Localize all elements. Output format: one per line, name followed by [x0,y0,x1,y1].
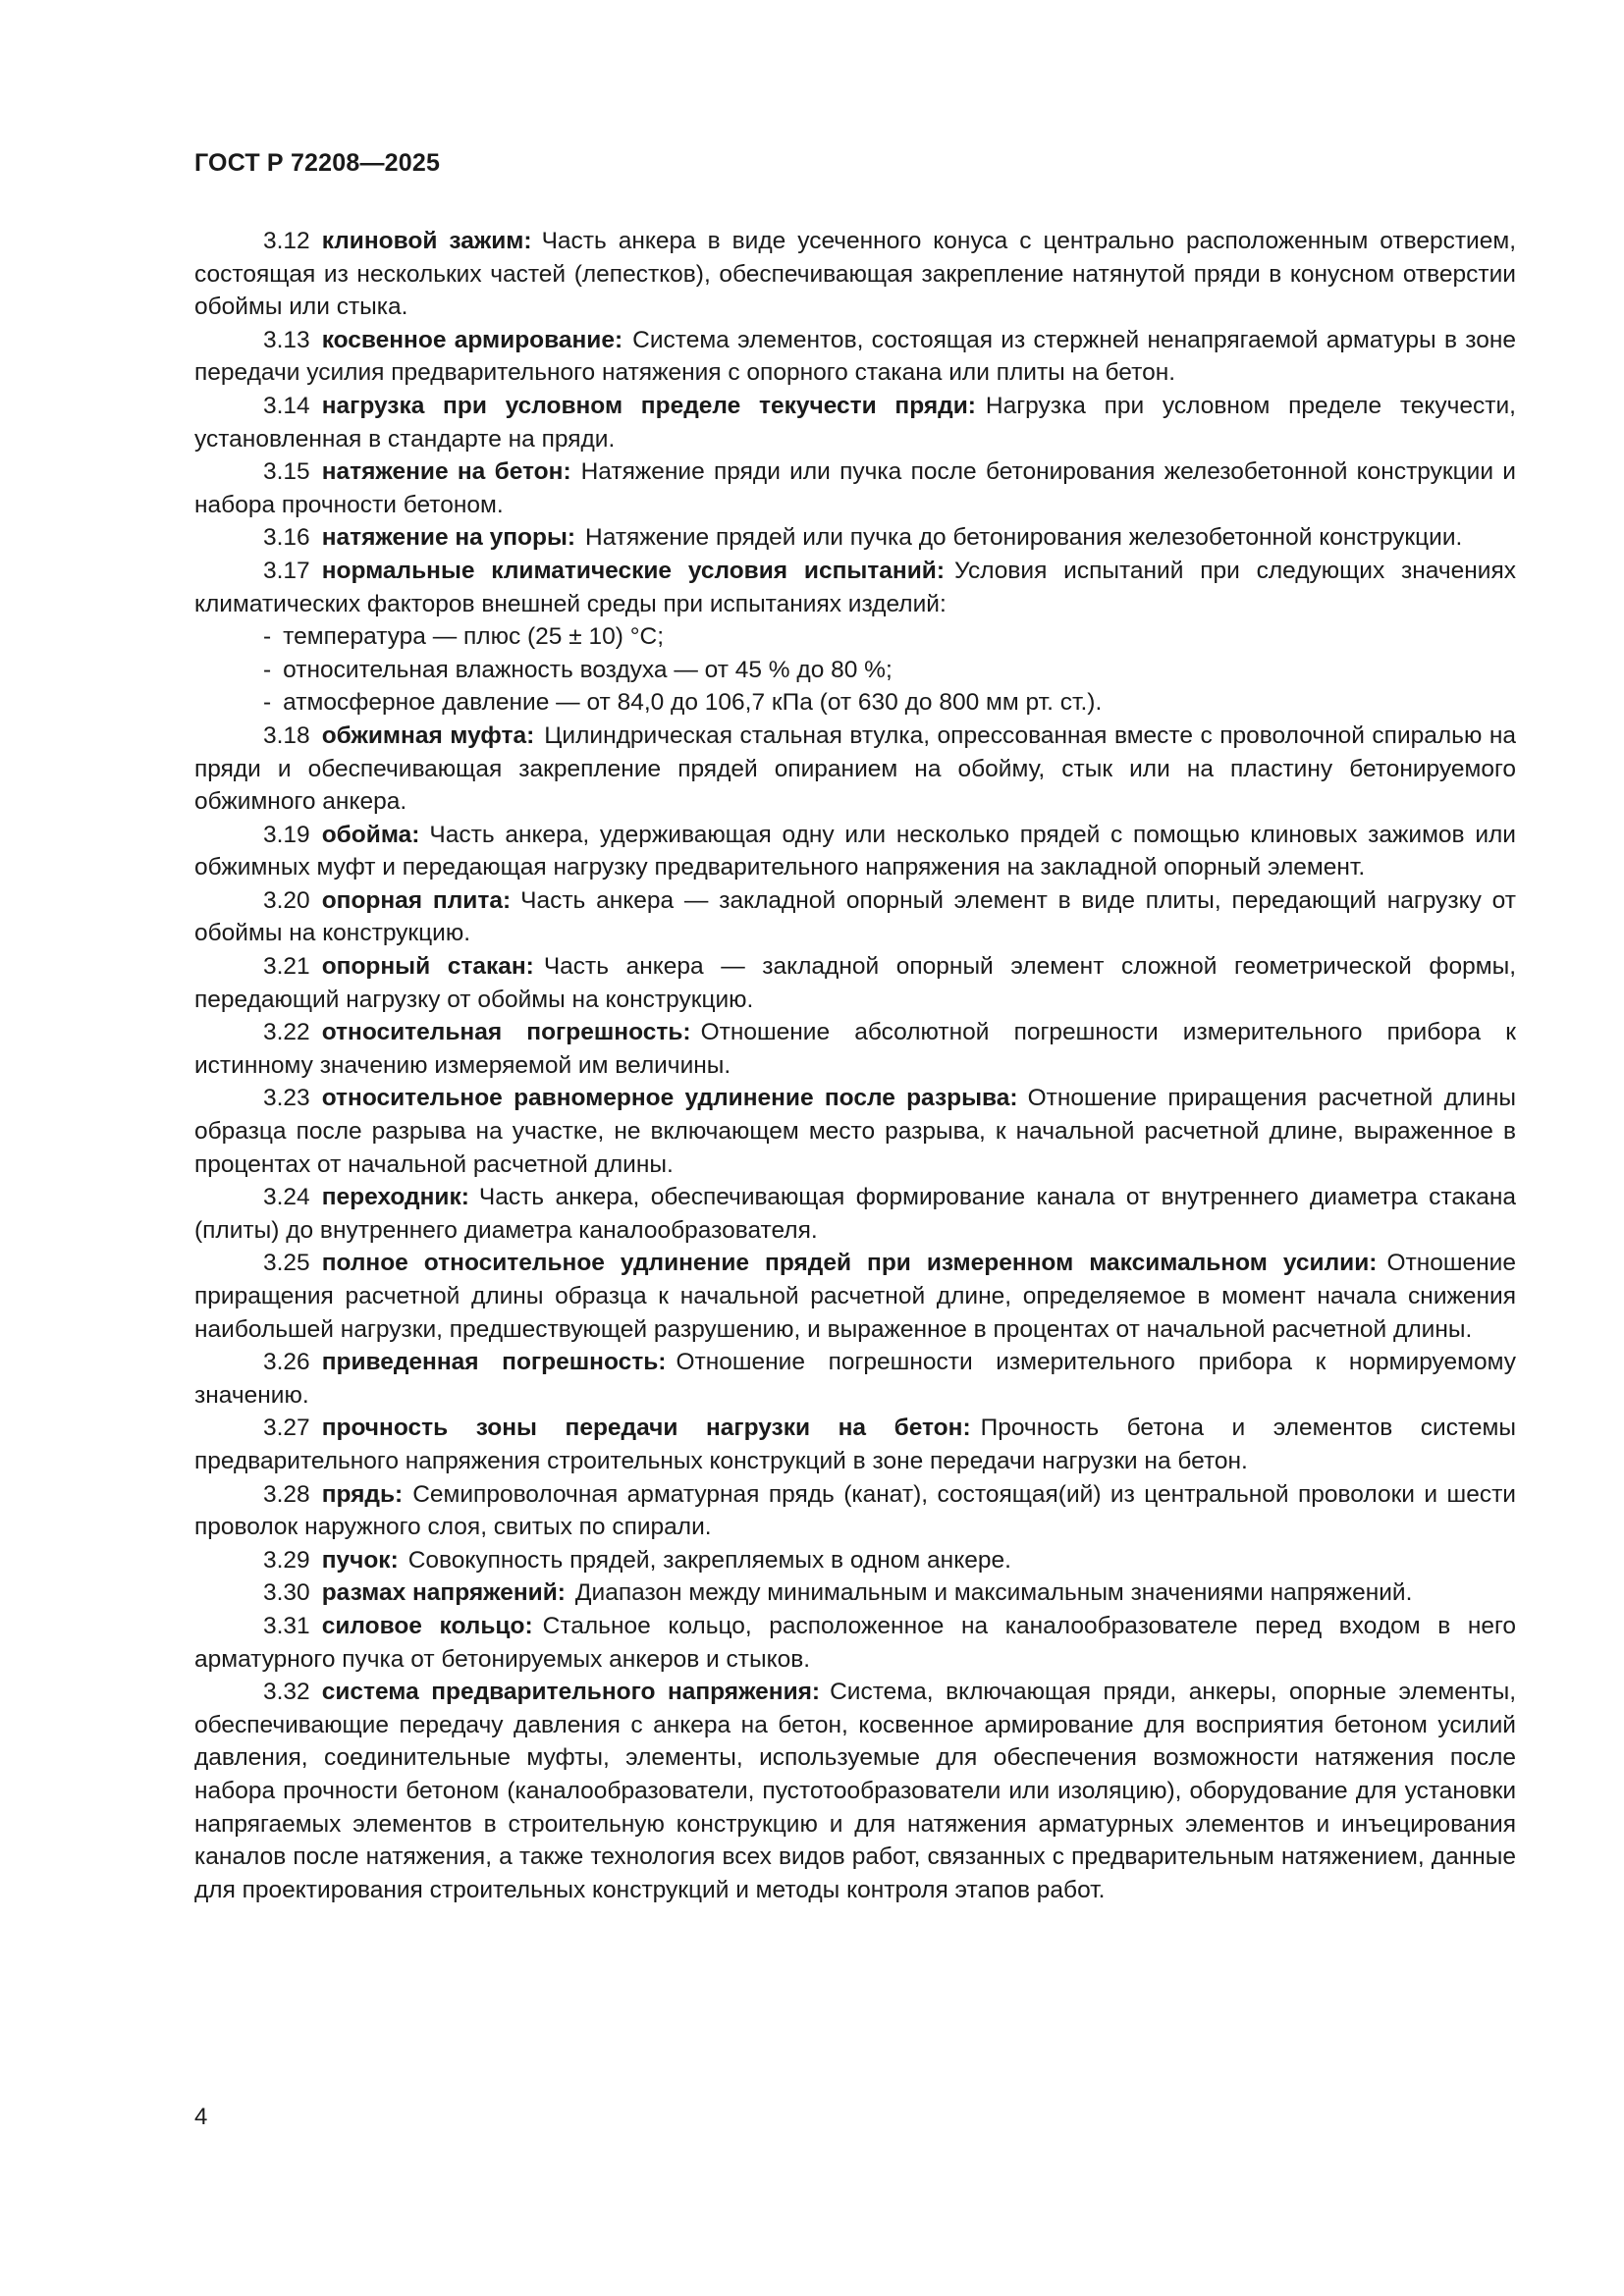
definition-3-31 [194,1610,1516,1676]
definition-3-19 [194,819,1516,884]
definition-3-25 [194,1247,1516,1346]
list-item [194,654,1516,687]
entry-term: клиновой зажим: [321,228,532,254]
entry-number: 3.14 [263,392,310,419]
entry-text: Отношение приращения расчетной длины образца после разрыва на участке, не включающем место разрыва, к начальной расчетной длине, выраженное в процентах от начальной расчетной длины. [194,1085,1516,1178]
entry-number: 3.15 [263,458,310,486]
entry-term: натяжение на упоры: [321,524,576,552]
bullet-dash: - [263,656,272,683]
definition-3-17 [194,555,1516,620]
entry-text: Натяжение прядей или пучка до бетонирования железобетонной конструкции. [585,524,1463,552]
entry-text: Отношение абсолютной погрешности измерительного прибора к истинному значению измеряемой им величины. [194,1019,1517,1079]
definition-3-12 [194,225,1516,324]
definition-3-14 [194,390,1516,455]
entry-number: 3.28 [263,1480,310,1508]
definition-3-30 [194,1576,1516,1610]
entry-term: опорный стакан: [321,953,534,981]
entry-term: система предварительного напряжения: [321,1679,821,1706]
entry-number: 3.25 [263,1250,310,1277]
entry-term: относительное равномерное удлинение после разрыва: [321,1085,1018,1112]
entry-text: Натяжение пряди или пучка после бетонирования железобетонной конструкции и набора прочности бетоном. [194,458,1516,518]
entry-term: приведенная погрешность: [321,1349,667,1376]
entry-number: 3.24 [263,1184,310,1211]
entry-term: нормальные климатические условия испытаний: [321,557,946,584]
entry-term: переходник: [321,1184,469,1211]
entry-number: 3.22 [263,1019,310,1046]
bullet-dash: - [263,623,272,651]
entry-term: опорная плита: [321,886,512,914]
definition-3-32 [194,1676,1516,1906]
entry-term: пучок: [321,1546,399,1574]
definition-3-18 [194,720,1516,819]
definition-3-13 [194,324,1516,390]
entry-number: 3.27 [263,1415,310,1442]
definition-3-16 [194,521,1516,555]
entry-text: Нагрузка при условном пределе текучести, установленная в стандарте на пряди. [194,392,1516,453]
entry-number: 3.21 [263,953,310,981]
entry-number: 3.30 [263,1579,310,1607]
entry-text: Часть анкера, удерживающая одну или несколько прядей с помощью клиновых зажимов или обжимных муфт и передающая нагрузку предварительного напряжения на закладной опорный элемент. [194,821,1516,881]
entry-number: 3.29 [263,1546,310,1574]
entry-text: Прочность бетона и элементов системы предварительного напряжения строительных конструкций в зоне передачи нагрузки на бетон. [194,1415,1516,1474]
entry-term: прочность зоны передачи нагрузки на бетон: [321,1415,971,1442]
entry-number: 3.23 [263,1085,310,1112]
list-item-text: относительная влажность воздуха — от 45 % до 80 %; [283,656,893,683]
list-item [194,686,1516,720]
definition-3-26 [194,1346,1516,1412]
definition-3-15 [194,455,1516,521]
entry-text: Часть анкера, обеспечивающая формирование канала от внутреннего диаметра стакана (плиты) до внутреннего диаметра каналообразователя. [194,1184,1516,1244]
entry-term: относительная погрешность: [321,1019,691,1046]
definition-3-27 [194,1412,1516,1477]
entry-number: 3.17 [263,557,310,584]
definition-3-29 [194,1544,1516,1577]
entry-term: обойма: [321,821,420,848]
entry-text: Отношение погрешности измерительного прибора к нормируемому значению. [194,1349,1516,1409]
definition-3-22 [194,1016,1516,1082]
entry-text: Часть анкера — закладной опорный элемент сложной геометрической формы, передающий нагрузку от обоймы на конструкцию. [194,953,1516,1013]
entry-number: 3.16 [263,524,310,552]
definition-3-21 [194,950,1516,1016]
entry-text: Система элементов, состоящая из стержней ненапрягаемой арматуры в зоне передачи усилия предварительного натяжения с опорного стакана или плиты на бетон. [194,326,1516,387]
entry-text: Совокупность прядей, закрепляемых в одном анкере. [407,1546,1011,1574]
list-item-text: атмосферное давление — от 84,0 до 106,7 кПа (от 630 до 800 мм рт. ст.). [283,689,1103,717]
list-item-text: температура — плюс (25 ± 10) °С; [283,623,665,651]
entry-text: Стальное кольцо, расположенное на каналообразователе перед входом в него арматурного пучка от бетонируемых анкеров и стыков. [194,1612,1516,1673]
entry-text: Условия испытаний при следующих значениях климатических факторов внешней среды при испытаниях изделий: [194,557,1516,617]
entry-term: полное относительное удлинение прядей при измеренном максимальном усилии: [321,1250,1378,1277]
entry-term: натяжение на бетон: [321,458,571,486]
definition-3-20 [194,884,1516,950]
entry-number: 3.13 [263,326,310,353]
definition-3-23 [194,1082,1516,1181]
definition-3-28 [194,1478,1516,1544]
entry-term: косвенное армирование: [321,326,623,353]
entry-term: обжимная муфта: [321,721,535,749]
list-item [194,620,1516,654]
entry-number: 3.31 [263,1612,310,1639]
page-number: 4 [194,2104,208,2130]
entry-number: 3.26 [263,1349,310,1376]
entry-text: Система, включающая пряди, анкеры, опорные элементы, обеспечивающие передачу давления с анкера на бетон, косвенное армирование для восприятия бетоном усилий давления, соединительные муфты, элементы, используемые для обеспечения возможности натяжения после набора прочности бетоном (каналообразователи, пустотообразователи или изоляцию), оборудование для установки напрягаемых элементов в строительную конструкцию и для натяжения арматурных элементов и инъецирования каналов после натяжения, а также технология всех видов работ, связанных с предварительным натяжением, данные для проектирования строительных конструкций и методы контроля этапов работ. [194,1679,1516,1903]
document-body [194,225,1516,1906]
entry-text: Семипроволочная арматурная прядь (канат), состоящая(ий) из центральной проволоки и шести проволок наружного слоя, свитых по спирали. [194,1480,1516,1541]
entry-number: 3.12 [263,228,310,254]
entry-number: 3.18 [263,721,310,749]
document-header: ГОСТ Р 72208—2025 [194,149,441,177]
bullet-dash: - [263,689,272,717]
entry-number: 3.32 [263,1679,310,1706]
entry-term: прядь: [321,1480,404,1508]
entry-term: силовое кольцо: [321,1612,533,1639]
entry-text: Отношение приращения расчетной длины образца к начальной расчетной длине, определяемое в момент начала снижения наибольшей нагрузки, предшествующей разрушению, и выраженное в процентах от начальной расчетной длины. [194,1250,1516,1343]
entry-number: 3.20 [263,886,310,914]
entry-term: нагрузка при условном пределе текучести пряди: [321,392,976,419]
entry-text: Часть анкера — закладной опорный элемент в виде плиты, передающий нагрузку от обоймы на конструкцию. [194,886,1516,947]
entry-text: Часть анкера в виде усеченного конуса с центрально расположенным отверстием, состоящая из нескольких частей (лепестков), обеспечивающая закрепление натянутой пряди в конусном отверстии обоймы или стыка. [194,228,1517,321]
entry-term: размах напряжений: [321,1579,566,1607]
entry-number: 3.19 [263,821,310,848]
entry-text: Цилиндрическая стальная втулка, опрессованная вместе с проволочной спиралью на пряди и обеспечивающая закрепление прядей опиранием на обойму, стык или на пластину бетонируемого обжимного анкера. [194,721,1517,816]
entry-text: Диапазон между минимальным и максимальным значениями напряжений. [574,1579,1413,1607]
definition-3-24 [194,1181,1516,1247]
